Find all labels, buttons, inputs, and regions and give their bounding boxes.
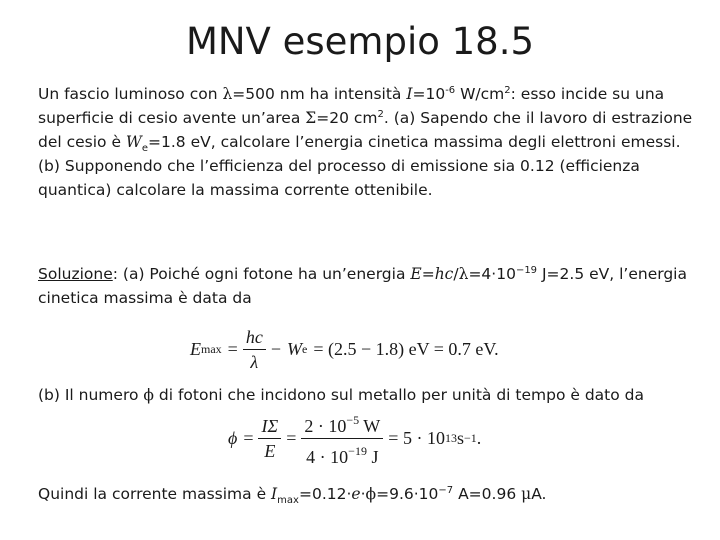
eq-rhs: . <box>476 427 482 448</box>
eq-exponent: 13 <box>444 430 457 445</box>
energy-symbol: E <box>410 265 422 283</box>
fraction <box>243 326 266 373</box>
eq-subscript: max <box>201 341 222 356</box>
numerator: hc <box>243 326 266 350</box>
eq-symbol: E <box>190 338 201 359</box>
den-unit: J <box>366 446 379 467</box>
part-b-paragraph <box>38 383 698 407</box>
den-part: 4 · 10 <box>306 446 349 467</box>
sigma-symbol: Σ <box>305 109 317 127</box>
final-text: =0.12· <box>298 485 352 503</box>
solution-text: / <box>453 265 459 283</box>
denominator: E <box>264 440 276 461</box>
final-text: · <box>360 485 366 503</box>
exponent: 2 <box>504 84 511 96</box>
slide-title: MNV esempio 18.5 <box>185 20 535 63</box>
numerator <box>301 409 383 439</box>
final-text: A=0.96 <box>453 485 522 503</box>
intro-text: : esso incide su una superficie di cesio avente un’area <box>38 85 665 127</box>
solution-text: =4·10 <box>468 265 516 283</box>
numerator: IΣ <box>258 415 281 439</box>
phi-symbol: ϕ <box>365 485 377 503</box>
intro-text: =10 <box>412 85 446 103</box>
eq-symbol: W <box>286 338 302 359</box>
kinetic-energy-equation <box>190 322 499 376</box>
final-text: =9.6·10 <box>376 485 439 503</box>
exponent: -6 <box>445 84 456 96</box>
solution-text: = <box>421 265 435 283</box>
intro-text: =500 nm ha intensità <box>232 85 407 103</box>
denominator <box>303 439 381 468</box>
num-exponent: −5 <box>346 412 360 427</box>
den-exponent: −19 <box>348 443 367 458</box>
exponent: −7 <box>438 484 454 496</box>
num-part: 2 · 10 <box>304 415 347 436</box>
final-text: A. <box>531 485 547 503</box>
solution-label: Soluzione <box>38 265 113 283</box>
partb-text: (b) Il numero <box>38 386 144 404</box>
fraction <box>301 409 383 468</box>
solution-paragraph <box>38 262 698 310</box>
work-function-symbol: W <box>125 133 142 151</box>
eq-operator: = <box>243 427 254 448</box>
conclusion-paragraph <box>38 482 698 506</box>
exponent: 2 <box>377 108 384 120</box>
hc-symbol: hc <box>434 265 454 283</box>
intro-text: . (a) Sapendo che il lavoro di estrazione del cesio è <box>38 109 693 151</box>
current-symbol: I <box>271 485 278 503</box>
eq-rhs: = (2.5 − 1.8) eV = 0.7 eV. <box>313 338 499 359</box>
lambda-symbol: λ <box>222 85 233 103</box>
final-text: Quindi la corrente massima è <box>38 485 272 503</box>
subscript: max <box>277 495 299 507</box>
partb-text: di fotoni che incidono sul metallo per unità di tempo è dato da <box>153 386 645 404</box>
eq-subscript: e <box>301 341 308 356</box>
eq-rhs: = 5 · 10 <box>388 427 445 448</box>
eq-operator: = <box>286 427 297 448</box>
fraction <box>258 415 281 462</box>
num-unit: W <box>359 415 381 436</box>
eq-exponent: −1 <box>463 430 477 445</box>
denominator: λ <box>250 351 259 372</box>
eq-symbol: ϕ <box>228 427 238 448</box>
exponent: −19 <box>515 264 538 276</box>
eq-operator: − <box>270 338 281 359</box>
lambda-symbol: λ <box>458 265 469 283</box>
charge-symbol: e <box>351 485 361 503</box>
intro-text: Un fascio luminoso con <box>38 85 223 103</box>
eq-rhs: s <box>456 427 464 448</box>
intensity-symbol: I <box>406 85 413 103</box>
solution-text: : (a) Poiché ogni fotone ha un’energia <box>112 265 411 283</box>
problem-statement <box>38 82 698 202</box>
photon-rate-equation <box>228 408 481 468</box>
intro-text: =1.8 eV, calcolare l’energia cinetica massima degli elettroni emessi. (b) Supponendo che l’efficienza del processo di emissione sia 0.12 (efficienza quantica) calcolare la massima corrente ottenibile. <box>38 133 681 199</box>
mu-symbol: μ <box>521 485 532 503</box>
eq-operator: = <box>227 338 238 359</box>
solution-text: J=2.5 eV, l’energia cinetica massima è data da <box>38 265 687 307</box>
intro-text: =20 cm <box>316 109 378 127</box>
subscript: e <box>141 143 149 155</box>
phi-symbol: ϕ <box>143 386 154 404</box>
intro-text: W/cm <box>455 85 505 103</box>
